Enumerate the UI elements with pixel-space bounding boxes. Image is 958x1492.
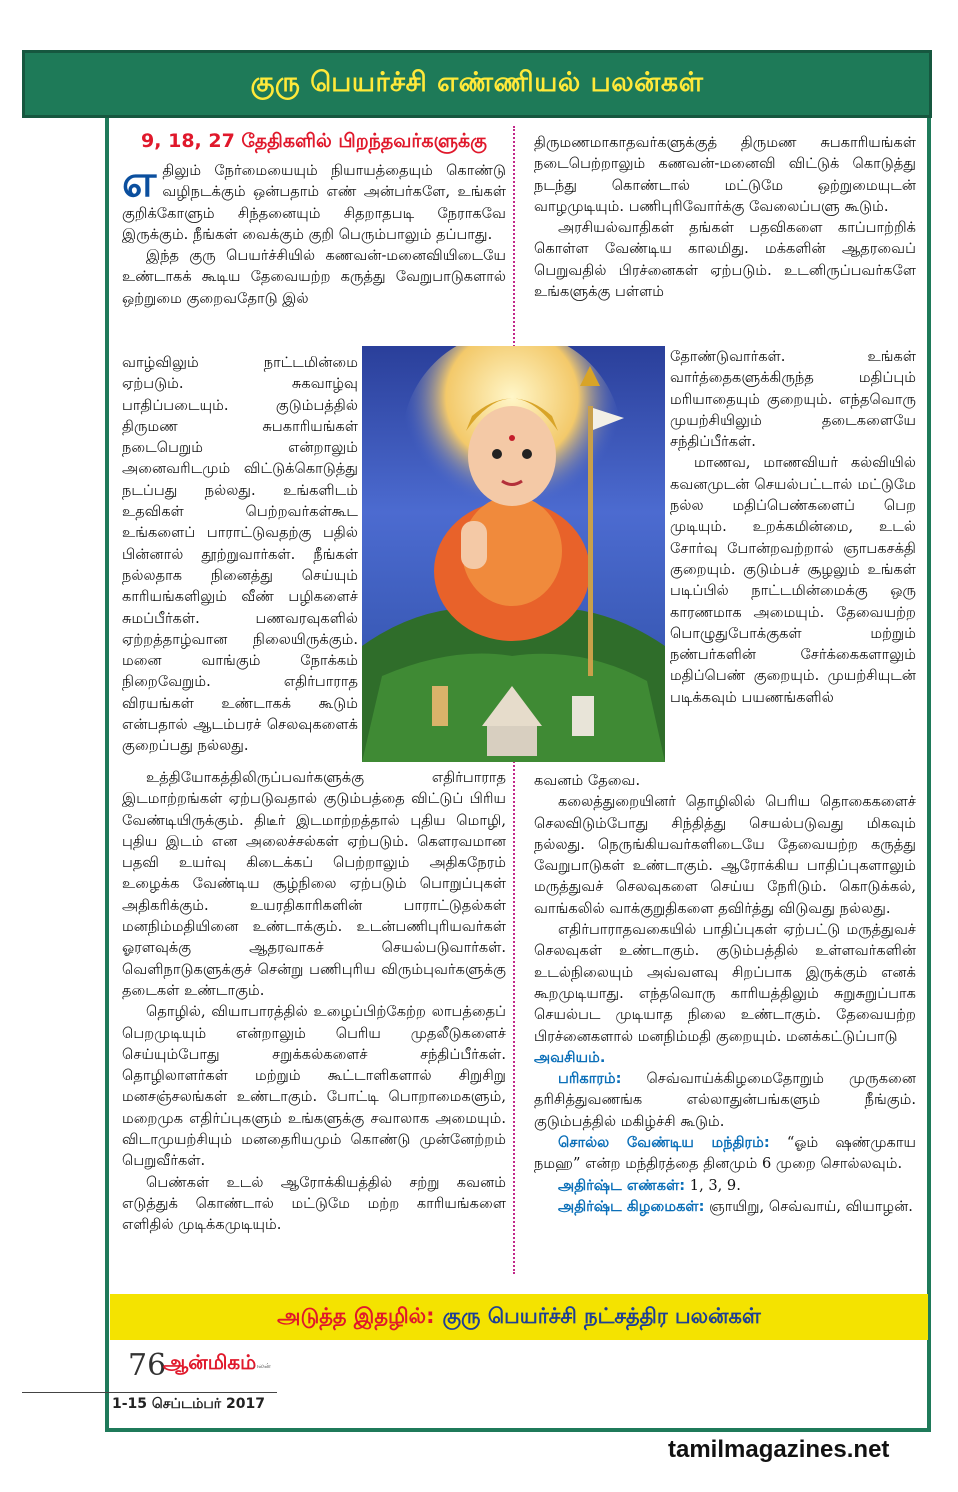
paragraph-students-cont: கவனம் தேவை. [534,772,641,789]
right-column-bottom [534,770,916,1217]
paragraph-intro: எதிலும் நேர்மையையும் நியாயத்தையும் கொண்டு வழிநடக்கும் ஒன்பதாம் எண் அன்பர்களே, உங்கள் குறிக்கோளும் சிந்தனையும் சிதறாதபடி நேராகவே இருக்கும். நீங்கள் வைக்கும் குறி பெரும்பாலும் தப்பாது. [122,156,506,243]
paragraph-women: பெண்கள் உடல் ஆரோக்கியத்தில் சற்று கவனம் எடுத்துக் கொண்டால் மட்டுமே மற்ற காரியங்களை எளிதில் முடிக்கமுடியும். [122,1173,506,1234]
next-issue-title: குரு பெயர்ச்சி நட்சத்திர பலன்கள் [442,1303,761,1328]
right-column-top [534,132,916,302]
next-issue-label: அடுத்த இதழில்: [277,1303,435,1328]
magazine-logo-sub: பலன் [253,1362,271,1370]
deity-image [362,346,665,762]
page-title: குரு பெயர்ச்சி எண்ணியல் பலன்கள் [250,66,704,98]
next-issue-banner [110,1294,928,1340]
paragraph-avasiyam: அவசியம். [534,1048,606,1066]
paragraph-family: இந்த குரு பெயர்ச்சியில் கணவன்-மனைவியிடையே உண்டாகக் கூடிய தேவையற்ற கருத்து வேறுபாடுகளால் ஒற்றுமை குறைவதோடு இல் [122,247,506,307]
paragraph-artists: கலைத்துறையினர் தொழிலில் பெரிய தொகைகளைச் செலவிடும்போது சிந்தித்து செயல்படுவது மிகவும் நல்லது. நெருங்கியவர்களிடையே தேவையற்ற கருத்து வேறுபாடுகள் உண்டாகும். ஆரோக்கிய பாதிப்புகளாலும் மருத்துவச் செலவுகளை செய்ய நேரிடும். கொடுக்கல், வாங்கலில் வாக்குறுதிகளை தவிர்த்து விடுவது நல்லது. [534,793,916,917]
left-column-top [122,156,506,309]
issue-date: 1-15 செப்டம்பர் 2017 [112,1396,265,1412]
magazine-logo: ஆன்மிகம் [163,1350,257,1374]
paragraph-employment: உத்தியோகத்திலிருப்பவர்களுக்கு எதிர்பாராத இடமாற்றங்கள் ஏற்படுவதால் குடும்பத்தை விட்டுப் பிரிய வேண்டியிருக்கும். திடீர் இடமாற்றத்தால் புதிய மொழி, புதிய இடம் என அலைச்சல்கள் ஏற்படும். கௌரவமான பதவி உயர்வு கிடைக்கப் பெற்றாலும் அதிகநேரம் உழைக்க வேண்டிய சூழ்நிலை ஏற்படும் பொறுப்புகள் அதிகரிக்கும். உயரதிகாரிகளின் பாராட்டுதல்கள் மனநிம்மதியினை உண்டாக்கும். உடன்பணிபுரியவர்கள் ஓரளவுக்கு ஆதரவாகச் செயல்படுவார்கள். வெளிநாடுகளுக்குச் சென்று பணிபுரிய விரும்புவர்களுக்கு தடைகள் உண்டாகும். [122,769,506,999]
article-subheading: 9, 18, 27 தேதிகளில் பிறந்தவர்களுக்கு [141,130,487,152]
page-number: 76 [128,1348,167,1383]
drop-cap: எ [122,156,157,207]
watermark: tamilmagazines.net [668,1436,890,1463]
footer-rule [22,1392,277,1393]
paragraph-family-cont: வாழ்விலும் நாட்டமின்மை ஏற்படும். சுகவாழ்வு பாதிப்படையும். குடும்பத்தில் திருமண சுபகாரியங்கள் நடைபெறும் என்றாலும் அனைவரிடமும் விட்டுக்கொடுத்து நடப்பது நல்லது. உங்களிடம் உதவிகள் பெற்றவர்கள்கூட உங்களைப் பாராட்டுவதற்கு பதில் பின்னால் தூற்றுவார்கள். நீங்கள் நல்லதாக நினைத்து செய்யும் காரியங்களிலும் வீண் பழிகளைச் சுமப்பீர்கள். பணவரவுகளில் ஏற்றத்தாழ்வான நிலையிருக்கும். மனை வாங்கும் நோக்கம் நிறைவேறும். எதிர்பாராத விரயங்கள் உண்டாகக் கூடும் என்பதால் ஆடம்பரச் செலவுகளைக் குறைப்பது நல்லது. [122,354,358,755]
paragraph-politicians-cont: தோண்டுவார்கள். உங்கள் வார்த்தைகளுக்கிருந்த மதிப்பும் மரியாதையும் குறையும். எந்தவொரு முயற்சியிலும் தடைகளையே சந்திப்பீர்கள். [670,348,916,451]
paragraph-business: தொழில், வியாபாரத்தில் உழைப்பிற்கேற்ற லாபத்தைப் பெறமுடியும் என்றாலும் பெரிய முதலீடுகளைச் செய்யும்போது சறுக்கல்களைச் சந்திப்பீர்கள். தொழிலாளர்கள் மற்றும் கூட்டாளிகளால் சிறுசிறு மனசஞ்சலங்கள் உண்டாகும். போட்டி பொறாமைகளும், மறைமுக எதிர்ப்புகளும் உங்களுக்கு சவாலாக அமையும். விடாமுயற்சியும் மனதைரியமும் கொண்டு முன்னேற்றம் பெறுவீர்கள். [122,1003,506,1170]
left-column-wrap [122,352,358,757]
murugan-illustration [362,346,665,762]
paragraph-health: எதிர்பாராதவகையில் பாதிப்புகள் ஏற்பட்டு மருத்துவச் செலவுகள் உண்டாகும். குடும்பத்தில் உள்ளவர்களின் உடல்நிலையும் அவ்வளவு சிறப்பாக இருக்கும் எனக் கூறமுடியாது. எந்தவொரு காரியத்திலும் சுறுசுறுப்பாக செயல்பட முடியாத நிலை உண்டாகும். தேவையற்ற பிரச்னைகளால் மனநிம்மதி குறையும். மனக்கட்டுப்பாடு [534,921,916,1045]
paragraph-politicians: அரசியல்வாதிகள் தங்கள் பதவிகளை காப்பாற்றிக் கொள்ள வேண்டிய காலமிது. மக்களின் ஆதரவைப் பெறுவதில் பிரச்னைகள் ஏற்படும். உடனிருப்பவர்களே உங்களுக்கு பள்ளம் [534,219,916,301]
mantra: சொல்ல வேண்டிய மந்திரம்: “ஓம் ஷண்முகாய நமஹ” என்ற மந்திரத்தை தினமும் 6 முறை சொல்லவும். [534,1134,916,1173]
remedy: பரிகாரம்: செவ்வாய்க்கிழமைதோறும் முருகனை தரிசித்துவணங்க எல்லாதுன்பங்களும் நீங்கும். குடும்பத்தில் மகிழ்ச்சி கூடும். [534,1070,917,1130]
left-column-bottom [122,767,506,1236]
lucky-numbers: அதிர்ஷ்ட எண்கள்: 1, 3, 9. [558,1176,741,1194]
right-column-wrap [670,346,916,708]
header-band [22,50,932,118]
paragraph-students: மாணவ, மாணவியர் கல்வியில் கவனமுடன் செயல்பட்டால் மட்டுமே நல்ல மதிப்பெண்களைப் பெற முடியும். உறக்கமின்மை, உடல் சோர்வு போன்றவற்றால் ஞாபகசக்தி குறையும். குடும்பச் சூழலும் உங்கள் படிப்பில் நாட்டமின்மைக்கு ஒரு காரணமாக அமையும். தேவையற்ற பொழுதுபோக்குகள் மற்றும் நண்பர்களின் சேர்க்கைகளாலும் மதிப்பெண் குறையும். முயற்சியுடன் படிக்கவும் பயணங்களில் [670,454,916,706]
lucky-days: அதிர்ஷ்ட கிழமைகள்: ஞாயிறு, செவ்வாய், வியாழன். [558,1197,913,1215]
paragraph-marriage: திருமணமாகாதவர்களுக்குத் திருமண சுபகாரியங்கள் நடைபெற்றாலும் கணவன்-மனைவி விட்டுக் கொடுத்து நடந்து கொண்டால் மட்டுமே ஒற்றுமையுடன் வாழமுடியும். பணிபுரிவோர்க்கு வேலைப்பளு கூடும். [534,134,916,215]
